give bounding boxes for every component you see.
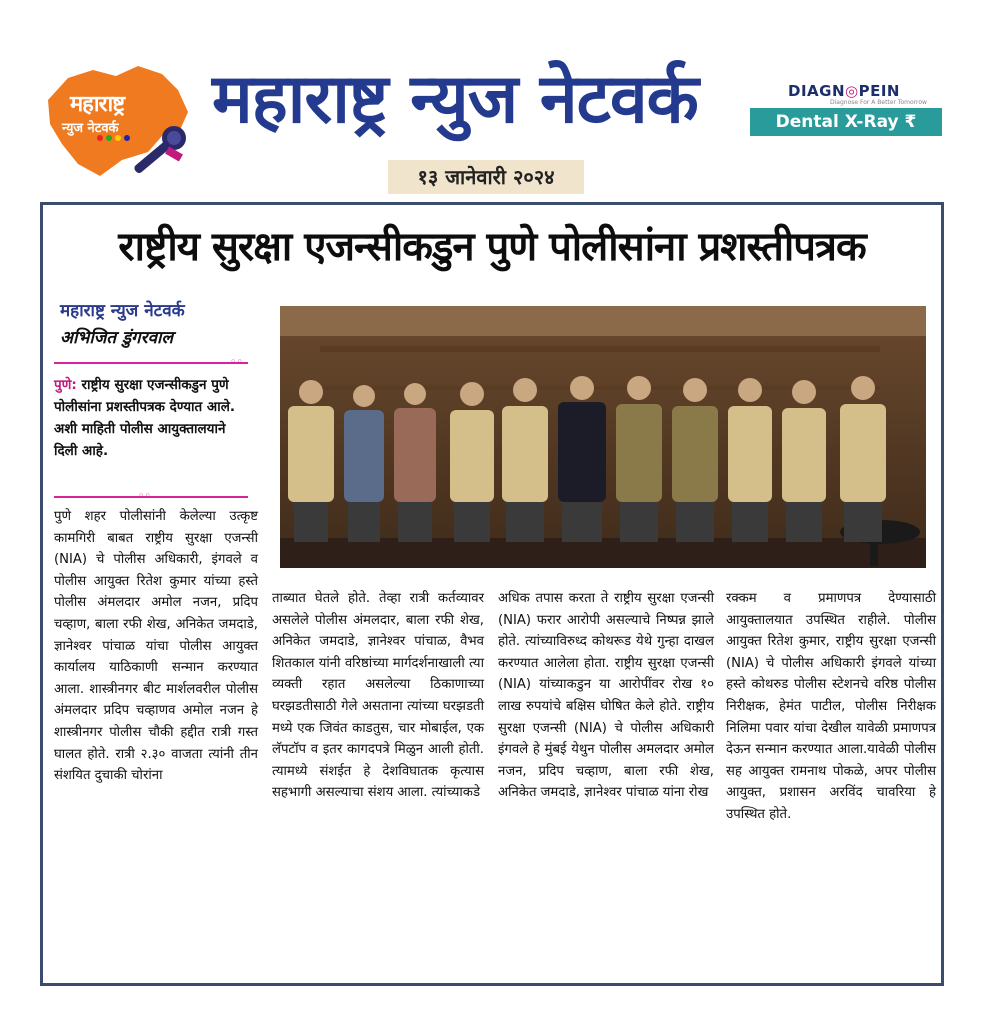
publication-date: १३ जानेवारी २०२४ <box>388 160 584 194</box>
target-o-icon: ◎ <box>845 82 859 100</box>
masthead-title: महाराष्ट्र न्युज नेटवर्क <box>212 60 698 139</box>
article-column-3: अधिक तपास करता ते राष्ट्रीय सुरक्षा एजन्सी (NIA) फरार आरोपी असल्याचे निष्पन्न झाले होते. त्यांच्याविरुध्द कोथरूड येथे गुन्हा दाखल करण्यात आलेला होता. राष्ट्रीय सुरक्षा एजन्सी (NIA) यांच्याकडुन या आरोपींवर रोख १० लाख रुपयांचे बक्षिस घोषित केले होते. राष्ट्रीय सुरक्षा एजन्सी (NIA) चे पोलीस अधिकारी इंगवले हे मुंबई येथुन पोलीस अमलदार अमोल नजन, प्रदिप चव्हाण, बाला रफी शेख, अनिकेत जमदाडे, ज्ञानेश्वर पांचाळ यांना रोख <box>498 591 714 801</box>
dateline-place: पुणे: <box>54 377 77 393</box>
summary-text: राष्ट्रीय सुरक्षा एजन्सीकडुन पुणे पोलीसांना प्रशस्तीपत्रक देण्यात आले. अशी माहिती पोलीस आयुक्तालयाने दिली आहे. <box>54 377 235 459</box>
ad-offer[interactable]: Dental X-Ray ₹ 100/- <box>750 108 942 136</box>
article-column-4: रक्कम व प्रमाणपत्र देण्यासाठी आयुक्तालयात उपस्थित राहीले. पोलीस आयुक्त रितेश कुमार, राष्ट्रीय सुरक्षा एजन्सी (NIA) चे पोलीस अधिकारी इंगवले यांच्या हस्ते कोथरुड पोलीस स्टेशनचे वरिष्ठ पोलीस निरीक्षक, हेमंत पाटील, पोलीस निरीक्षक निलिमा पवार यांचा देखील यावेळी प्रमाणपत्र देऊन सन्मान करण्यात आला.यावेळी पोलीस सह आयुक्त रामनाथ पोकळे, अपर पोलीस आयुक्त, प्रशासन अरविंद चावरिया हे उपस्थित होते. <box>726 591 936 822</box>
ad-tagline: Diagnose For A Better Tomorrow <box>830 99 927 106</box>
divider <box>54 362 248 364</box>
article-column-1: पुणे शहर पोलीसांनी केलेल्या उत्कृष्ट कामगिरी बाबत राष्ट्रीय सुरक्षा एजन्सी (NIA) चे पोलीस अधिकारी, इंगवले व पोलीस आयुक्त रितेश कुमार यांच्या हस्ते पोलीस अंमलदार अमोल नजन, प्रदिप चव्हाण, बाला रफी शेख, अनिकेत जमदाडे, ज्ञानेश्वर पांचाळ यांचा पोलीस आयुक्त कार्यालय याठिकाणी सन्मान करण्यात आला. शास्त्रीनगर बीट मार्शलवरील पोलीस अंमलदार प्रदिप चव्हाणव अमोल नजन हे शास्त्रीनगर पोलीस चौकी हद्दीत रात्री गस्त घालत होते. रात्री २.३० वाजता त्यांनी तीन संशयित दुचाकी चोरांना <box>54 509 258 784</box>
byline-organization: महाराष्ट्र न्युज नेटवर्क <box>60 301 185 321</box>
divider <box>54 496 248 498</box>
article-column-2: ताब्यात घेतले होते. तेव्हा रात्री कर्तव्यावर असलेले पोलीस अंमलदार, बाला रफी शेख, अनिकेत जमदाडे, ज्ञानेश्वर पांचाळ, वैभव शितकाल यांनी वरिष्ठांच्या मार्गदर्शनाखाली त्या व्यक्ती रहात असलेल्या ठिकाणाच्या घरझडतीसाठी गेले असताना त्यांच्या घरझडती मध्ये एक जिवंत काडतुस, चार मोबाईल, एक लॅपटॉप व इतर कागदपत्रे मिळुन आली होती. त्यामध्ये संशईत हे देशविघातक कृत्यास सहभागी असल्याचा संशय आला. त्यांच्याकडे <box>272 591 484 801</box>
logo-subtitle: न्युज नेटवर्क <box>62 121 119 136</box>
byline-author: अभिजित डुंगरवाल <box>60 328 173 348</box>
article-summary <box>54 374 250 462</box>
article-headline: राष्ट्रीय सुरक्षा एजन्सीकडुन पुणे पोलीसांना प्रशस्तीपत्रक <box>118 224 866 270</box>
divider-ornament-icon: ◦◦ <box>138 489 151 502</box>
divider-ornament-icon: ◦◦ <box>230 355 243 368</box>
ad-brand[interactable]: DIAGN◎PEIN <box>788 82 900 100</box>
article-photo <box>280 306 926 568</box>
logo-title: महाराष्ट्र <box>70 92 125 117</box>
